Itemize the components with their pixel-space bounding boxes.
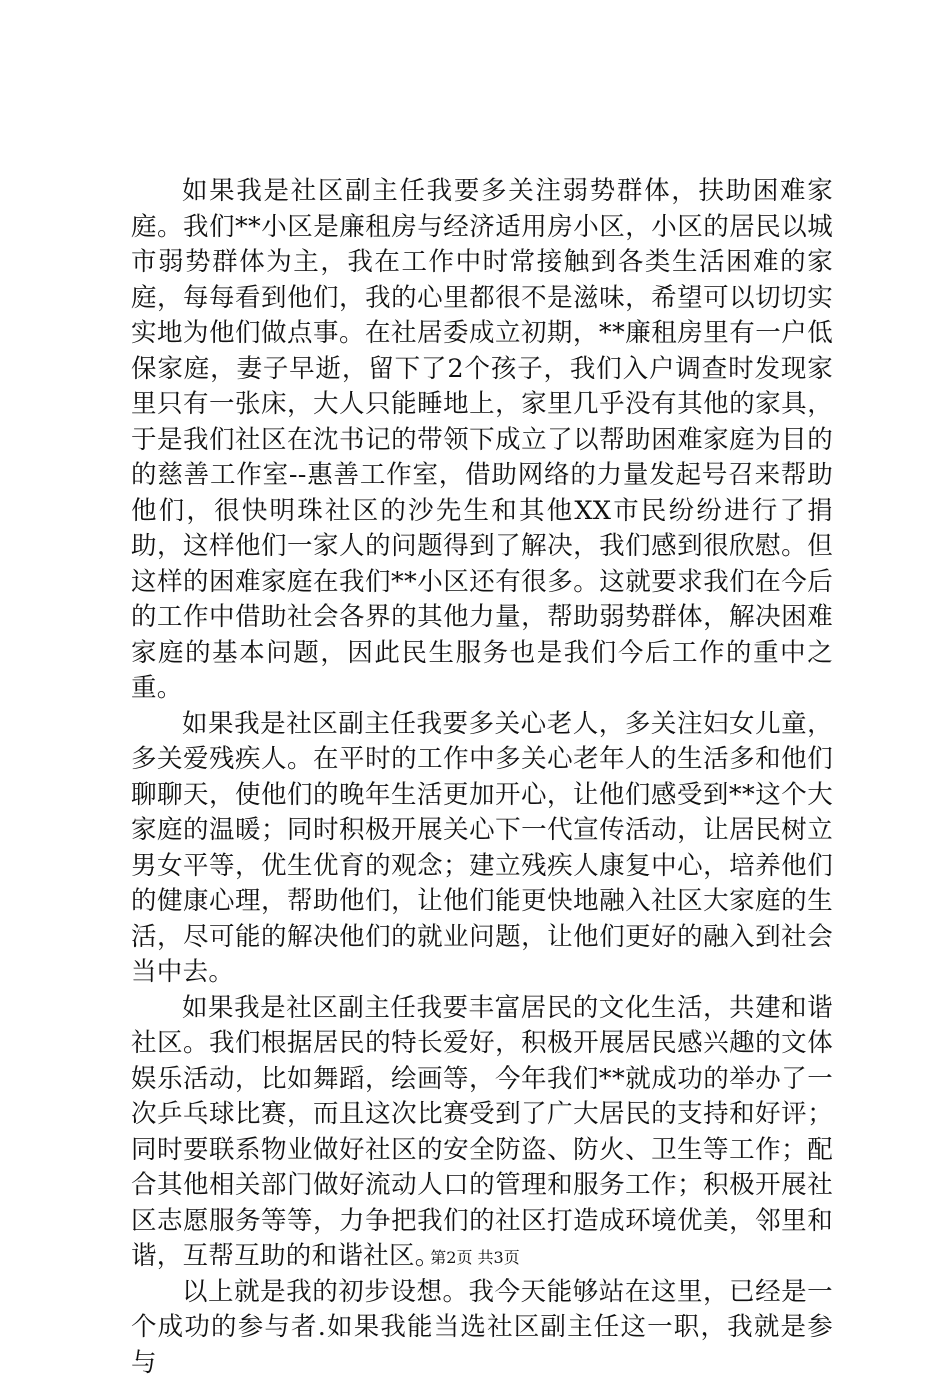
page-footer: 第2页 共3页 [0,1245,950,1268]
paragraph-1: 如果我是社区副主任我要多关注弱势群体，扶助困难家庭。我们**小区是廉租房与经济适用房小区，小区的居民以城市弱势群体为主，我在工作中时常接触到各类生活困难的家庭，每每看到他们，我的心里都很不是滋味，希望可以切切实实地为他们做点事。在社居委成立初期，**廉租房里有一户低保家庭，妻子早逝，留下了2个孩子，我们入户调查时发现家里只有一张床，大人只能睡地上，家里几乎没有其他的家具，于是我们社区在沈书记的带领下成立了以帮助困难家庭为目的的慈善工作室--惠善工作室，借助网络的力量发起号召来帮助他们，很快明珠社区的沙先生和其他XX市民纷纷进行了捐助，这样他们一家人的问题得到了解决，我们感到很欣慰。但这样的困难家庭在我们**小区还有很多。这就要求我们在今后的工作中借助社会各界的其他力量，帮助弱势群体，解决困难家庭的基本问题，因此民生服务也是我们今后工作的重中之重。 [131,174,833,707]
body-text [131,174,833,1381]
paragraph-4: 以上就是我的初步设想。我今天能够站在这里，已经是一个成功的参与者.如果我能当选社区副主任这一职，我就是参与 [131,1275,833,1381]
paragraph-2: 如果我是社区副主任我要多关心老人，多关注妇女儿童，多关爱残疾人。在平时的工作中多关心老年人的生活多和他们聊聊天，使他们的晚年生活更加开心，让他们感受到**这个大家庭的温暖；同时积极开展关心下一代宣传活动，让居民树立男女平等，优生优育的观念；建立残疾人康复中心，培养他们的健康心理，帮助他们，让他们能更快地融入社区大家庭的生活，尽可能的解决他们的就业问题，让他们更好的融入到社会当中去。 [131,707,833,991]
paragraph-3: 如果我是社区副主任我要丰富居民的文化生活，共建和谐社区。我们根据居民的特长爱好，积极开展居民感兴趣的文体娱乐活动，比如舞蹈，绘画等，今年我们**就成功的举办了一次乒乓球比赛，而且这次比赛受到了广大居民的支持和好评；同时要联系物业做好社区的安全防盗、防火、卫生等工作；配合其他相关部门做好流动人口的管理和服务工作；积极开展社区志愿服务等等，力争把我们的社区打造成环境优美，邻里和谐，互帮互助的和谐社区。 [131,991,833,1275]
